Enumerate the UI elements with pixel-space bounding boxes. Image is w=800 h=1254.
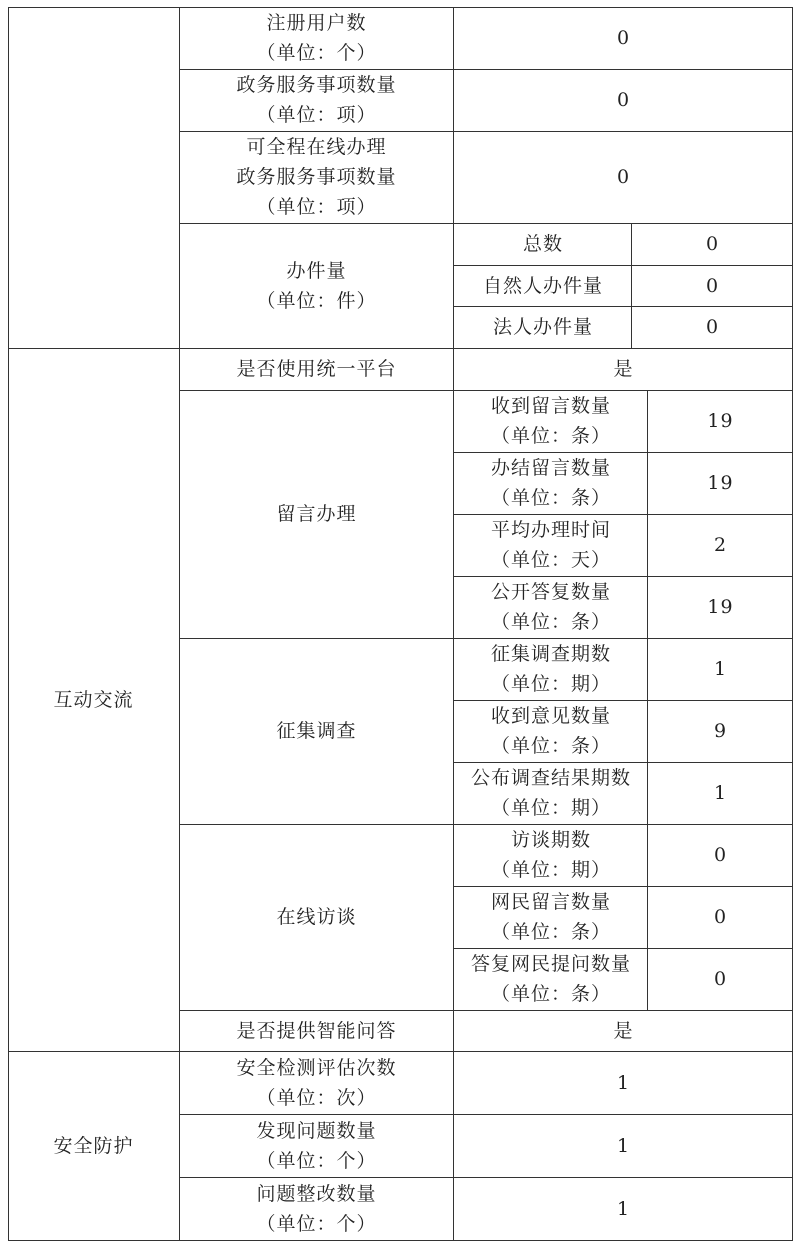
survey-results-value: 1 [713, 782, 728, 804]
cases-label: 办件量 （单位：件） [256, 259, 377, 312]
messages-avgtime-label: 平均办理时间 （单位：天） [490, 519, 611, 571]
grid-line [8, 7, 9, 1241]
messages-avgtime-value: 2 [713, 534, 728, 556]
grid-line [454, 700, 793, 701]
messages-closed-label: 办结留言数量 （单位：条） [490, 457, 611, 509]
security-issues-label: 发现问题数量 （单位：个） [256, 1119, 377, 1172]
survey-opinions-value: 9 [713, 720, 728, 742]
interview-messages-value: 0 [713, 906, 728, 928]
security-fixed-value: 1 [616, 1197, 631, 1220]
unified-platform-value: 是 [613, 358, 634, 380]
grid-line [179, 7, 180, 1241]
messages-closed-value: 19 [707, 472, 734, 494]
grid-line [8, 1240, 793, 1241]
online-items-label: 可全程在线办理 政务服务事项数量 （单位：项） [236, 136, 397, 218]
interview-periods-label: 访谈期数 （单位：期） [490, 829, 611, 881]
grid-line [454, 948, 793, 949]
grid-line [454, 762, 793, 763]
survey-opinions-label: 收到意见数量 （单位：条） [490, 705, 611, 757]
grid-line [179, 638, 793, 639]
interaction-title: 互动交流 [53, 688, 134, 711]
service-items-label: 政务服务事项数量 （单位：项） [236, 74, 397, 126]
grid-line [454, 452, 793, 453]
cases-legal-label: 法人办件量 [492, 316, 593, 338]
grid-line [179, 131, 793, 132]
security-issues-value: 1 [616, 1134, 631, 1157]
cases-total-label: 总数 [522, 233, 563, 255]
messages-received-value: 19 [707, 410, 734, 432]
grid-line [792, 7, 793, 1241]
grid-line [454, 514, 793, 515]
grid-line [454, 265, 793, 266]
category-cell-empty [8, 7, 179, 348]
smart-qa-label: 是否提供智能问答 [236, 1019, 397, 1042]
interview-replies-label: 答复网民提问数量 （单位：条） [470, 953, 631, 1005]
grid-line [454, 306, 793, 307]
smart-qa-value: 是 [613, 1019, 634, 1042]
messages-received-label: 收到留言数量 （单位：条） [490, 395, 611, 447]
grid-line [179, 1177, 793, 1178]
grid-line [454, 886, 793, 887]
grid-line [8, 1051, 793, 1052]
security-title: 安全防护 [53, 1134, 134, 1157]
cases-legal-value: 0 [705, 316, 720, 338]
registered-users-value: 0 [616, 27, 631, 49]
registered-users-label: 注册用户数 （单位：个） [256, 12, 377, 64]
online-items-value: 0 [616, 166, 631, 188]
grid-line [179, 69, 793, 70]
security-checks-label: 安全检测评估次数 （单位：次） [236, 1056, 397, 1109]
interview-replies-value: 0 [713, 968, 728, 990]
grid-line [8, 348, 793, 349]
messages-public-value: 19 [707, 596, 734, 618]
cases-natural-label: 自然人办件量 [482, 274, 603, 297]
grid-line [453, 7, 454, 1241]
survey-results-label: 公布调查结果期数 （单位：期） [470, 767, 631, 819]
security-checks-value: 1 [616, 1071, 631, 1094]
interview-messages-label: 网民留言数量 （单位：条） [490, 891, 611, 943]
grid-line [631, 223, 632, 348]
grid-line [179, 223, 793, 224]
cases-total-value: 0 [705, 233, 720, 255]
unified-platform-label: 是否使用统一平台 [236, 358, 397, 380]
security-fixed-label: 问题整改数量 （单位：个） [256, 1182, 377, 1235]
survey-periods-value: 1 [713, 658, 728, 680]
grid-line [179, 1114, 793, 1115]
cases-natural-value: 0 [705, 274, 720, 297]
grid-line [454, 576, 793, 577]
survey-label: 征集调查 [276, 720, 357, 742]
survey-periods-label: 征集调查期数 （单位：期） [490, 643, 611, 695]
grid-line [179, 390, 793, 391]
service-items-value: 0 [616, 89, 631, 111]
interview-periods-value: 0 [713, 844, 728, 866]
grid-line [179, 824, 793, 825]
grid-line [8, 7, 793, 8]
messages-public-label: 公开答复数量 （单位：条） [490, 581, 611, 633]
messages-label: 留言办理 [276, 503, 357, 525]
grid-line [179, 1010, 793, 1011]
interview-label: 在线访谈 [276, 906, 357, 928]
